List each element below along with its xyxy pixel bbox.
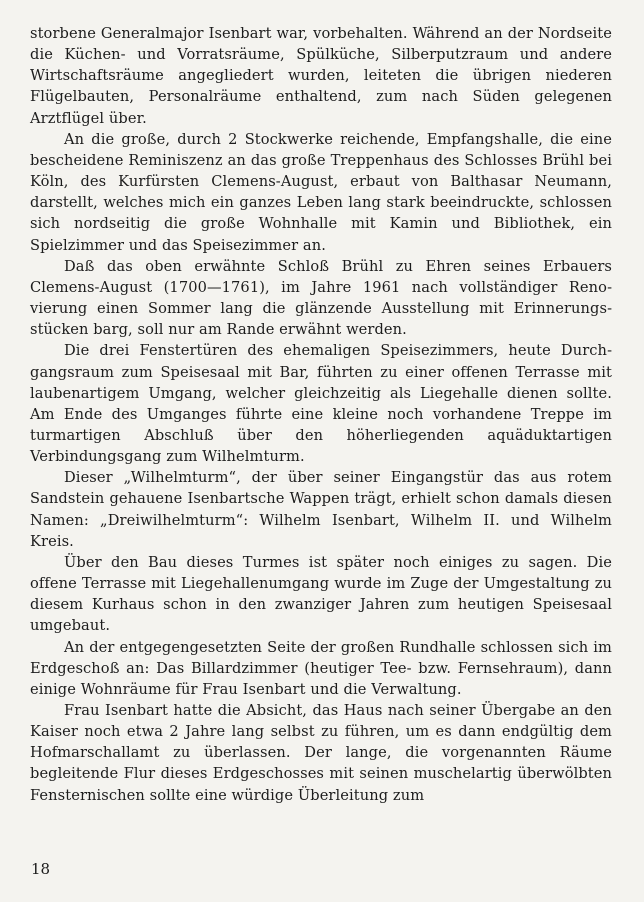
paragraph: Frau Isenbart hatte die Absicht, das Haus nach seiner Übergabe an den Kaiser noch etwa 2 Jahre lang selbst zu führen, um es dann endgültig dem Hofmarschallamt zu überlassen. Der lange, die vorgenannten Räume begleitende Flur dieses Erdgeschosses mit seinen muschelartig überwölbten Fensternischen sollte eine würdige Überleitung zum [30,702,612,804]
page-number: 18 [31,860,51,878]
paragraph: Über den Bau dieses Turmes ist später noch einiges zu sagen. Die offene Terrasse mit Liegehallenumgang wurde im Zuge der Umgestaltung zu diesem Kurhaus schon in den zwanziger Jahren zum heutigen Speisesaal umgebaut. [30,553,612,635]
paragraph: An die große, durch 2 Stockwerke reichende, Empfangshalle, die eine bescheidene Reminiszenz an das große Treppenhaus des Schlosses Brühl bei Köln, des Kurfürsten Clemens-August, erbaut von Balthasar Neumann, darstellt, welches mich ein ganzes Leben lang stark beeindruckte, schlossen sich nordseitig die große Wohnhalle mit Kamin und Bibliothek, ein Spielzimmer und das Speisezimmer an. [30,130,612,254]
paragraph: Die drei Fenstertüren des ehemaligen Speisezimmers, heute Durchgangsraum zum Speisesaal mit Bar, führten zu einer offenen Terrasse mit laubenartigem Umgang, welcher gleichzeitig als Liegehalle dienen sollte. Am Ende des Umganges führte eine kleine noch vorhandene Treppe im turmartigen Abschluß über den höherliegenden aquäduktartigen Verbindungsgang zum Wilhelmturm. [30,342,612,466]
paragraph: An der entgegengesetzten Seite der großen Rundhalle schlossen sich im Erdgeschoß an: Das Billardzimmer (heutiger Tee- bzw. Fernsehraum), dann einige Wohnräume für Frau Isenbart und die Verwaltung. [30,638,612,698]
paragraph: Dieser „Wilhelmturm“, der über seiner Eingangstür das aus rotem Sandstein gehauene Isenbartsche Wappen trägt, erhielt schon damals diesen Namen: „Dreiwilhelmturm“: Wilhelm Isenbart, Wilhelm II. und Wilhelm Kreis. [30,469,612,550]
paragraph: storbene Generalmajor Isenbart war, vorbehalten. Während an der Nordseite die Küchen- und Vorratsräume, Spülküche, Silberputzraum und andere Wirtschaftsräume angegliedert wurden, leiteten die übrigen niederen Flügelbauten, Personalräume enthaltend, zum nach Süden gelegenen Arztflügel über. [30,25,612,127]
body-text [30,23,612,806]
paragraph: Daß das oben erwähnte Schloß Brühl zu Ehren seines Erbauers Clemens-August (1700—1761), im Jahre 1961 nach vollständiger Renovierung einen Sommer lang die glänzende Ausstellung mit Erinnerungsstücken barg, soll nur am Rande erwähnt werden. [30,257,612,339]
